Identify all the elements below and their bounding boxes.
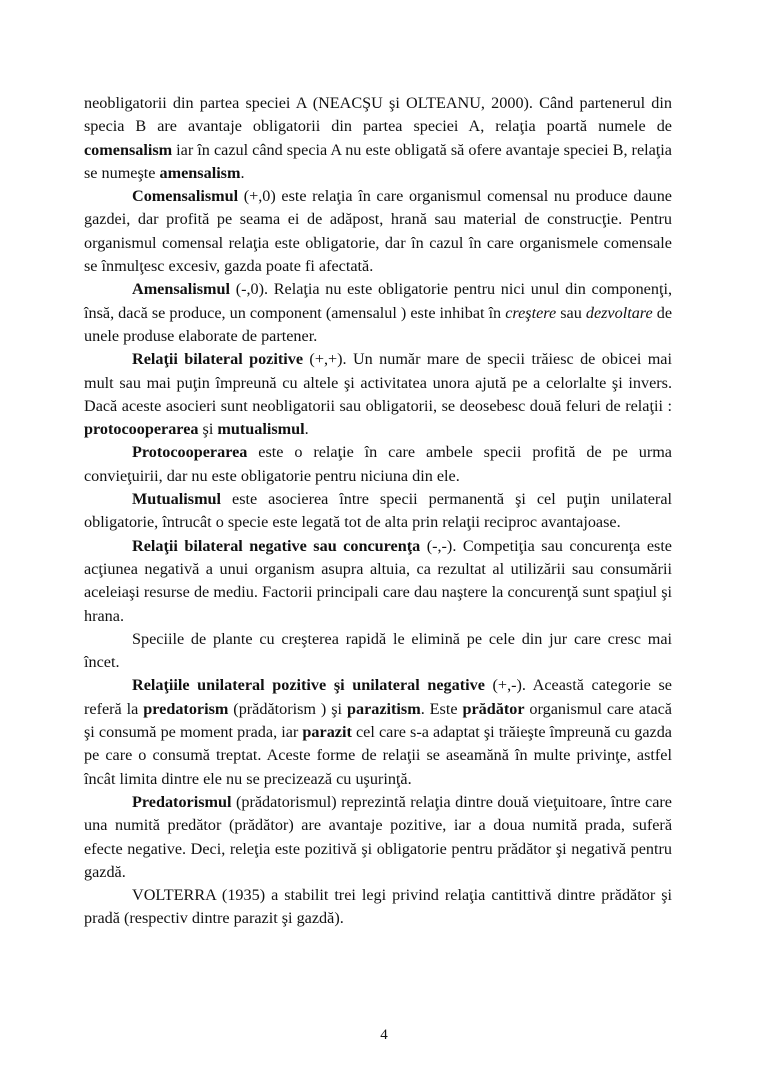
paragraph <box>84 791 672 884</box>
text-run: organismul care atacă şi consumă pe moment prada, iar <box>84 699 672 742</box>
text-run: . Este <box>420 699 463 718</box>
bold-term: protocooperarea <box>84 420 199 439</box>
text-run: (+,+). Un număr mare de specii trăiesc de obicei mai mult sau mai puţin împreună cu altele şi activitatea unora ajută pe a celorlalte şi invers. Dacă aceste asocieri sunt neobligatorii sau obligatorii, se deosebesc două feluri de relaţii : <box>84 350 672 415</box>
paragraph <box>84 92 672 185</box>
text-run: iar în cazul când specia A nu este obligată să ofere avantaje speciei B, relaţia se numeşte <box>84 140 672 182</box>
paragraph <box>84 535 672 628</box>
text-run: (-,-). Competiţia sau concurenţa este acţiunea negativă a unui organism asupra altuia, ca rezultat al utilizării sau consumării aceleiaşi resurse de mediu. Factorii principali care dau naştere la concurenţă sunt spaţiul şi hrana. <box>84 536 672 625</box>
paragraph <box>84 348 672 441</box>
bold-term: mutualismul <box>217 420 305 439</box>
paragraph <box>84 674 672 790</box>
italic-term: creştere <box>505 303 557 322</box>
bold-term: Relaţii bilateral negative sau concurenţa <box>132 536 421 555</box>
text-run: (+,-). Această categorie se referă la <box>84 676 672 718</box>
bold-term: Comensalismul <box>132 187 239 206</box>
text-run: cel care s-a adaptat şi trăieşte împreună cu gazda pe care o consumă treptat. Aceste forme de relaţii se aseamănă în multe privinţe, astfel încât limita dintre ele nu se precizează cu uşurinţă. <box>84 723 672 788</box>
page-number: 4 <box>380 1027 388 1043</box>
paragraph <box>84 884 672 931</box>
text-run: . <box>304 420 309 439</box>
bold-term: parazit <box>302 723 352 742</box>
bold-term: amensalism <box>159 163 241 182</box>
paragraph <box>84 628 672 675</box>
body-text <box>84 92 672 931</box>
bold-term: comensalism <box>84 140 173 159</box>
italic-term: dezvoltare <box>585 303 653 322</box>
bold-term: prădător <box>462 699 525 718</box>
bold-term: Mutualismul <box>132 490 222 509</box>
text-run: Speciile de plante cu creşterea rapidă le elimină pe cele din jur care cresc mai încet. <box>84 629 672 672</box>
text-run: şi <box>198 420 218 439</box>
text-run: . <box>240 163 245 182</box>
text-run: sau <box>556 303 586 322</box>
text-run: (prădătorism ) şi <box>228 699 347 718</box>
paragraph <box>84 488 672 535</box>
paragraph <box>84 278 672 348</box>
bold-term: Relaţiile unilateral pozitive şi unilateral negative <box>132 676 485 695</box>
text-run: (prădatorismul) reprezintă relaţia dintre două vieţuitoare, între care una numită predător (prădător) are avantaje pozitive, iar a doua numită prada, suferă efecte negative. Deci, releţia este pozitivă şi obligatorie pentru prădător şi negativă pentru gazdă. <box>84 792 672 881</box>
paragraph <box>84 185 672 278</box>
text-run: este o relaţie în care ambele specii profită de pe urma convieţuirii, dar nu este obligatorie pentru niciuna din ele. <box>84 443 672 485</box>
bold-term: predatorism <box>143 699 229 718</box>
bold-term: parazitism <box>346 699 421 718</box>
bold-term: Amensalismul <box>132 280 231 299</box>
text-run: este asocierea între specii permanentă şi cel puţin unilateral obligatorie, întrucât o specie este legată tot de alta prin relaţii reciproc avantajoase. <box>84 490 672 532</box>
bold-term: Relaţii bilateral pozitive <box>132 350 304 369</box>
text-run: neobligatorii din partea speciei A (NEACŞU şi OLTEANU, 2000). Când partenerul din specia B are avantaje obligatorii din partea speciei A, relaţia poartă numele de <box>84 94 672 136</box>
text-run: VOLTERRA (1935) a stabilit trei legi privind relaţia cantittivă dintre prădător şi pradă (respectiv dintre parazit şi gazdă). <box>84 886 672 928</box>
bold-term: Protocooperarea <box>132 443 248 462</box>
paragraph <box>84 441 672 488</box>
text-run: (-,0). Relaţia nu este obligatorie pentru nici unul din componenţi, însă, dacă se produce, un component (amensalul ) este inhibat în <box>84 280 672 322</box>
bold-term: Predatorismul <box>132 792 232 811</box>
text-run: de unele produse elaborate de partener. <box>84 303 673 345</box>
text-run: (+,0) este relaţia în care organismul comensal nu produce daune gazdei, dar profită pe seama ei de adăpost, hrană sau material de construcţie. Pentru organismul comensal relaţia este obligatorie, dar în cazul în care organismele comensale se înmulţesc excesiv, gazda poate fi afectată. <box>84 187 672 276</box>
